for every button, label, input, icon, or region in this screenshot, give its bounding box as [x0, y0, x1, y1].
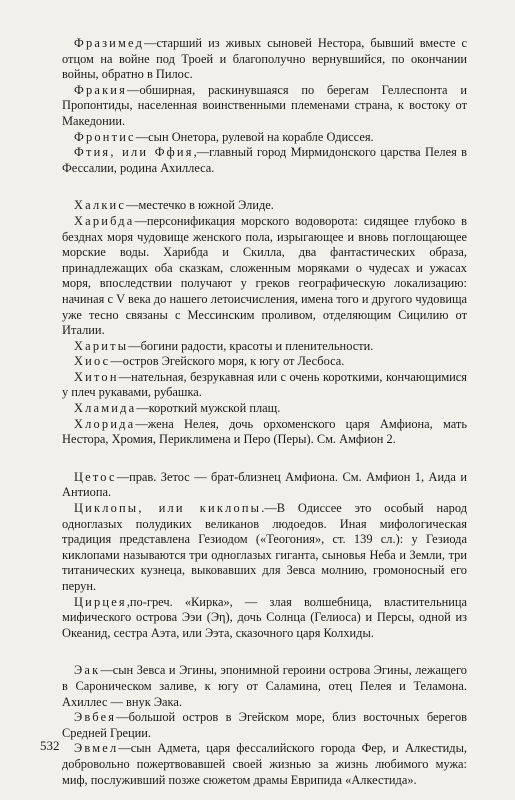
glossary-entry	[62, 83, 467, 130]
glossary-entry	[62, 339, 467, 355]
entry-headword: Харибда	[74, 213, 135, 228]
glossary-entry	[62, 214, 467, 339]
entry-headword: Хариты	[74, 338, 129, 353]
entry-headword: Фразимед	[74, 36, 145, 50]
section-gap	[62, 176, 467, 198]
entry-text: местечко в южной Элиде.	[138, 198, 274, 213]
entry-headword: Халкис	[74, 198, 127, 213]
glossary-entry	[62, 36, 467, 83]
entry-text: остров Эгейского моря, к югу от Лесбоса.	[122, 354, 345, 369]
glossary-entry	[62, 401, 467, 417]
section-gap	[62, 641, 467, 663]
glossary-entry	[62, 417, 467, 448]
glossary-entry	[62, 663, 467, 710]
entry-separator: —	[116, 469, 130, 484]
entry-separator: ,—	[193, 145, 210, 160]
entry-text: прав. Зетос — брат-близнец Амфиона. См. Амфион 1, Аида и Антиопа.	[62, 469, 467, 500]
entry-separator: —	[134, 213, 147, 228]
entry-headword: Фтия, или Ффия	[74, 145, 194, 160]
entry-separator: —	[118, 741, 131, 756]
entry-text: персонификация морского водоворота: сидящее глубоко в безднах моря чудовище женского пола, изрыгающее и вновь поглощающее морские воды. Харибда и Скилла, два фантастических образа, принадлежащих оба сказкам, сложенным моряками о чудесах и ужасах моря, впоследствии получают у греков географическую локализацию: начиная с V века до нашего летоисчисления, имена того и другого чудовища уже тесно связаны с Мессинским проливом, отделяющим Сицилию от Италии.	[62, 213, 467, 338]
entry-text: большой остров в Эгейском море, близ восточных берегов Средней Греции.	[62, 710, 467, 740]
entry-headword: Фракия	[74, 82, 128, 97]
entry-text: жена Нелея, дочь орхоменского царя Амфиона, мать Нестора, Хромия, Периклимена и Перо (Перы). См. Амфион 2.	[62, 416, 467, 447]
glossary-entry	[62, 595, 467, 642]
entry-headword: Эак	[74, 663, 101, 678]
entry-text: сын Адмета, царя фессалийского города Фер, и Алкестиды, добровольно пожертвовавшей своей жизнью за жизнь любимого мужа: миф, послуживший позже сюжетом драмы Еврипида «Алкестида».	[62, 741, 467, 787]
entry-text: богини радости, красоты и пленительности.	[140, 338, 374, 353]
entry-headword: Эвмел	[74, 741, 119, 756]
entry-text: по-греч. «Кирка», — злая волшебница, властительница мифического острова Ээи (Эη), дочь Солнца (Гелиоса) и Персы, одной из Океанид, сестра Аэта, или Ээта, сказочного царя Колхиды.	[62, 594, 467, 640]
entry-separator: —	[118, 369, 132, 384]
entry-text: сын Онетора, рулевой на корабле Одиссея.	[148, 129, 374, 144]
entry-headword: Циклопы, или киклопы	[74, 501, 262, 516]
section-gap	[62, 448, 467, 470]
glossary-entry	[62, 130, 467, 146]
entry-headword: Хламида	[74, 401, 137, 416]
entry-separator: —	[136, 401, 149, 416]
entry-text: главный город Мирмидонского царства Пелея в Фессалии, родина Ахиллеса.	[62, 145, 467, 175]
entry-headword: Цетос	[74, 469, 117, 484]
entry-text: сын Зевса и Эгины, эпонимной героини острова Эгины, лежащего в Сароническом заливе, к югу от Саламина, отец Пелея и Теламона. Ахиллес — внук Эака.	[62, 663, 467, 709]
glossary-entry	[62, 370, 467, 401]
glossary-entry	[62, 145, 467, 176]
glossary-entry	[62, 354, 467, 370]
entry-separator: —	[127, 82, 140, 97]
entry-separator: —	[126, 198, 139, 213]
entry-separator: —	[100, 663, 113, 678]
entry-separator: —	[116, 710, 129, 725]
glossary-entry	[62, 198, 467, 214]
glossary-entry	[62, 501, 467, 595]
entry-headword: Хитон	[74, 369, 119, 384]
glossary-entry	[62, 741, 467, 788]
entry-text: обширная, раскинувшаяся по берегам Геллеспонта и Пропонтиды, населенная воинственными племенами страна, к востоку от Македонии.	[62, 82, 467, 128]
entry-separator: ,	[126, 594, 130, 609]
entry-separator: —	[110, 354, 123, 369]
glossary-entry	[62, 470, 467, 501]
page-number: 532	[40, 738, 60, 753]
entry-separator: —	[128, 338, 141, 353]
entry-text: нательная, безрукавная или с очень короткими, кончающимися у плеч рукавами, рубашка.	[62, 369, 467, 400]
entry-text: короткий мужской плащ.	[148, 401, 281, 416]
entry-headword: Хлорида	[74, 416, 136, 431]
entry-text: В Одиссее это особый народ одноглазых полудиких великанов людоедов. Иная мифологическая традиция представлена Гезиодом («Теогония», ст. 139 сл.): у Гезиода киклопами называются три одноглазых гиганта, сыновья Неба и Земли, три титанических кузнеца, выковавших для Зевса молнию, громоносный его перун.	[62, 501, 467, 593]
entry-separator: —	[135, 416, 148, 431]
entry-separator: .—	[261, 501, 277, 516]
entry-text: старший из живых сыновей Нестора, бывший вместе с отцом на войне под Троей и благополучно вернувшийся, по окончании войны, обратно в Пилос.	[62, 36, 467, 82]
glossary-entry	[62, 710, 467, 741]
entry-headword: Эвбея	[74, 710, 117, 725]
entry-headword: Фронтис	[74, 129, 136, 144]
entry-headword: Хиос	[74, 354, 111, 369]
glossary-entries	[62, 36, 467, 788]
entry-headword: Цирцея	[74, 594, 127, 609]
entry-separator: —	[135, 129, 149, 144]
entry-separator: —	[144, 36, 157, 50]
